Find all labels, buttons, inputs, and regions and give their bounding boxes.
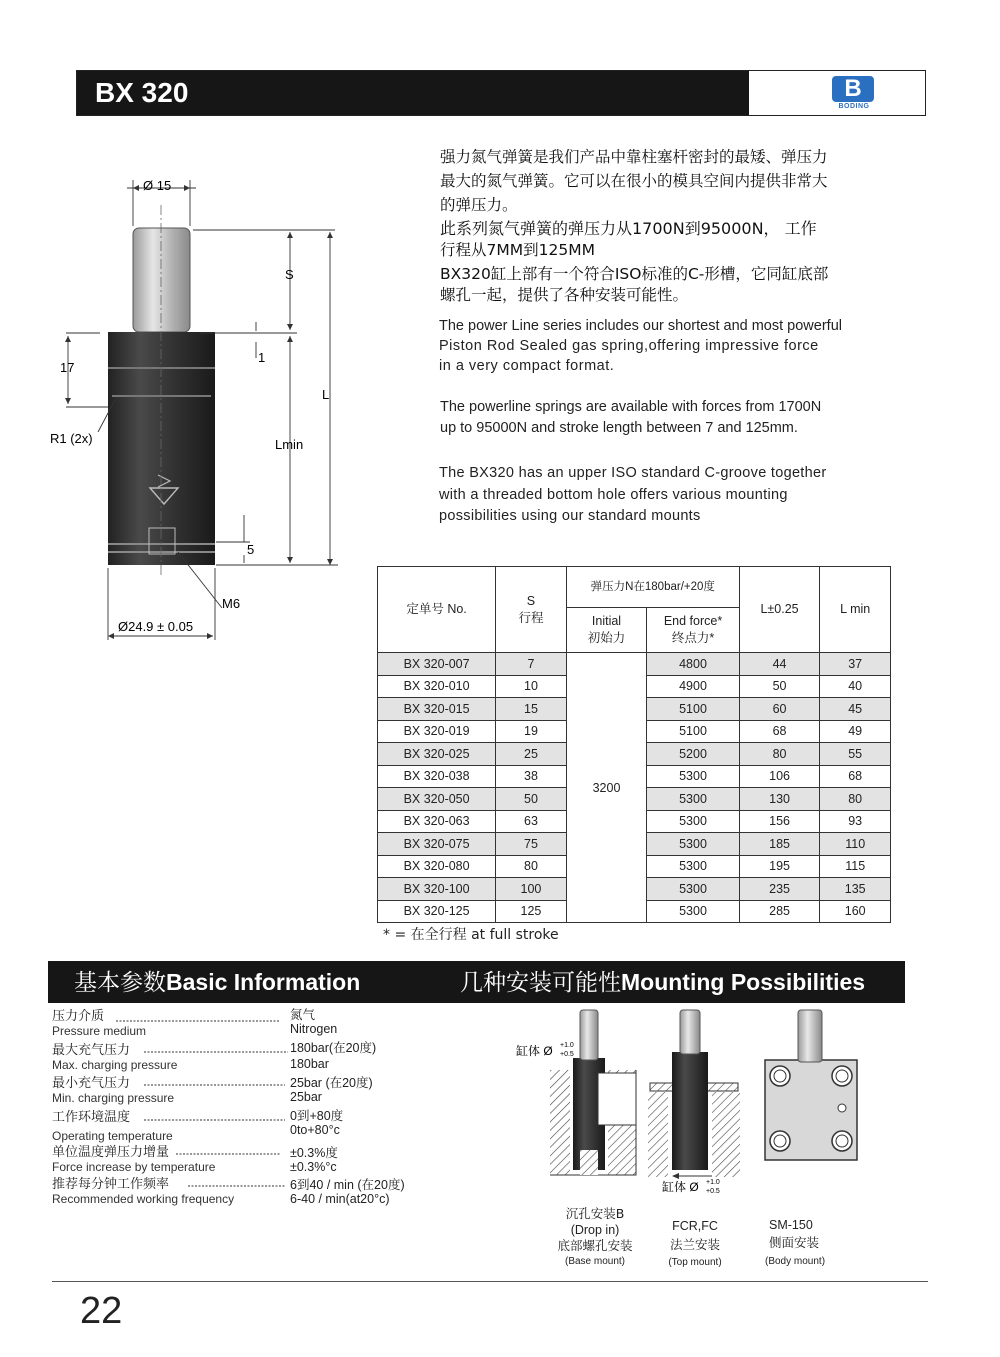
th-initial-1: Initial <box>591 614 622 628</box>
cell-no: BX 320-007 <box>378 653 496 676</box>
cell-l: 106 <box>739 765 820 788</box>
desc-en-line: up to 95000N and stroke length between 7 and 125mm. <box>440 420 798 436</box>
logo-mark: B <box>832 76 874 102</box>
th-stroke-1: S <box>526 593 536 608</box>
th-l: L±0.25 <box>739 567 820 653</box>
cell-s: 80 <box>496 855 567 878</box>
description-en-3 <box>439 463 899 528</box>
param-v2: 6-40 / min(at20°c) <box>290 1192 390 1206</box>
cell-end: 5300 <box>647 810 739 833</box>
mounting-band <box>443 961 905 1003</box>
mounting-title-zh: 几种安装可能性 <box>460 970 621 996</box>
cell-no: BX 320-015 <box>378 698 496 721</box>
th-initial <box>566 608 647 653</box>
caption-line: FCR,FC <box>672 1219 718 1233</box>
param-zh: 推荐每分钟工作频率 <box>52 1177 170 1192</box>
cell-lmin: 68 <box>820 765 891 788</box>
bore-label: 缸体 Ø <box>516 1044 553 1058</box>
desc-zh-line: 此系列氮气弹簧的弹压力从1700N到95000N， 工作 <box>440 219 817 238</box>
caption-body <box>755 1217 835 1270</box>
cell-no: BX 320-050 <box>378 788 496 811</box>
page-header <box>76 70 926 116</box>
th-stroke-2: 行程 <box>518 610 544 625</box>
caption-line: (Drop in) <box>570 1223 620 1237</box>
cell-end: 5300 <box>647 833 739 856</box>
mounting-title-en: Mounting Possibilities <box>621 969 866 995</box>
caption-line: (Base mount) <box>564 1256 626 1267</box>
cell-no: BX 320-038 <box>378 765 496 788</box>
cell-l: 60 <box>739 698 820 721</box>
param-en: Max. charging pressure <box>52 1058 178 1072</box>
param-zh: 单位温度弹压力增量 <box>52 1145 170 1160</box>
param-en: Recommended working frequency <box>52 1192 235 1206</box>
cell-lmin: 49 <box>820 720 891 743</box>
cell-end: 5300 <box>647 878 739 901</box>
caption-line: SM-150 <box>769 1218 813 1232</box>
footer-rule <box>52 1281 928 1282</box>
cell-s: 38 <box>496 765 567 788</box>
cell-l: 44 <box>739 653 820 676</box>
param-en: Operating temperature <box>52 1129 173 1143</box>
cell-end: 5300 <box>647 765 739 788</box>
cell-s: 50 <box>496 788 567 811</box>
cell-no: BX 320-010 <box>378 675 496 698</box>
th-end-2: 终点力* <box>671 631 715 645</box>
param-zh: 压力介质 <box>52 1009 105 1024</box>
desc-en-line: The powerline springs are available with forces from 1700N <box>440 399 822 415</box>
caption-line: (Body mount) <box>765 1256 826 1267</box>
param-en: Pressure medium <box>52 1024 147 1038</box>
dim-5: 5 <box>247 542 255 557</box>
caption-line: 侧面安装 <box>769 1235 820 1250</box>
param-v1: 6到40 / min (在20度) <box>290 1178 405 1192</box>
cell-lmin: 110 <box>820 833 891 856</box>
cell-s: 63 <box>496 810 567 833</box>
caption-line: 沉孔安装B <box>565 1206 625 1221</box>
cell-l: 285 <box>739 900 820 923</box>
cell-end: 5100 <box>647 720 739 743</box>
desc-en-line: The power Line series includes our shortest and most powerful <box>439 318 842 334</box>
mounting-illustrations <box>500 1005 870 1200</box>
drop-in-mount-icon <box>550 1010 636 1175</box>
desc-zh-line: BX320缸上部有一个符合ISO标准的C-形槽，它同缸底部 <box>440 265 829 283</box>
desc-zh-line: 最大的氮气弹簧。它可以在很小的模具空间内提供非常大 <box>440 172 828 190</box>
caption-line: (Top mount) <box>668 1257 722 1268</box>
param-zh: 工作环境温度 <box>52 1110 131 1125</box>
cell-no: BX 320-080 <box>378 855 496 878</box>
desc-en-line: in a very compact format. <box>439 358 615 374</box>
brand-logo <box>832 76 887 112</box>
cell-end: 5300 <box>647 788 739 811</box>
param-v1: 25bar (在20度) <box>290 1076 373 1090</box>
cell-end: 4800 <box>647 653 739 676</box>
cell-lmin: 37 <box>820 653 891 676</box>
param-value <box>290 1076 373 1104</box>
bore-tol-top: +1.0 <box>560 1042 574 1049</box>
cell-s: 19 <box>496 720 567 743</box>
bore-tol-bot: +0.5 <box>706 1188 720 1195</box>
bore-tol-bot: +0.5 <box>560 1051 574 1058</box>
technical-drawing <box>40 170 370 650</box>
desc-en-line: Piston Rod Sealed gas spring,offering impressive force <box>439 338 819 354</box>
param-v1: 0到+80度 <box>290 1109 344 1123</box>
cell-l: 235 <box>739 878 820 901</box>
cell-no: BX 320-025 <box>378 743 496 766</box>
cell-s: 100 <box>496 878 567 901</box>
page-title: BX 320 <box>95 77 189 108</box>
spec-table <box>377 566 891 923</box>
dim-r1: R1 (2x) <box>50 431 93 446</box>
param-v1: 180bar(在20度) <box>290 1041 377 1055</box>
param-value <box>290 1109 343 1137</box>
dim-17: 17 <box>60 360 75 375</box>
cell-l: 195 <box>739 855 820 878</box>
desc-en-line: possibilities using our standard mounts <box>439 508 701 524</box>
cell-lmin: 160 <box>820 900 891 923</box>
cell-l: 80 <box>739 743 820 766</box>
basic-title-zh: 基本参数 <box>74 970 166 996</box>
desc-zh-line: 行程从7MM到125MM <box>440 241 595 259</box>
cell-initial: 3200 <box>566 653 647 923</box>
cell-end: 4900 <box>647 675 739 698</box>
param-en: Force increase by temperature <box>52 1160 216 1174</box>
cell-s: 25 <box>496 743 567 766</box>
param-v2: ±0.3%°c <box>290 1160 337 1174</box>
param-zh: 最小充气压力 <box>52 1076 131 1091</box>
cell-end: 5100 <box>647 698 739 721</box>
bore-tol-top: +1.0 <box>706 1179 720 1186</box>
cell-l: 185 <box>739 833 820 856</box>
dim-1: 1 <box>258 350 266 365</box>
cell-l: 50 <box>739 675 820 698</box>
description-en-1 <box>439 316 899 376</box>
cell-no: BX 320-063 <box>378 810 496 833</box>
body-mount-icon <box>765 1010 857 1160</box>
cell-l: 68 <box>739 720 820 743</box>
cell-s: 125 <box>496 900 567 923</box>
cell-lmin: 80 <box>820 788 891 811</box>
desc-zh-line: 的弹压力。 <box>440 196 518 214</box>
table-row <box>378 653 891 676</box>
dim-dia-body: Ø24.9 ± 0.05 <box>118 619 194 634</box>
caption-line: 底部螺孔安装 <box>557 1238 633 1253</box>
cell-end: 5200 <box>647 743 739 766</box>
flange-mount-icon <box>648 1010 740 1179</box>
cell-lmin: 93 <box>820 810 891 833</box>
param-en: Min. charging pressure <box>52 1091 175 1105</box>
cell-lmin: 115 <box>820 855 891 878</box>
param-v1: ±0.3%度 <box>290 1146 338 1160</box>
caption-line: 法兰安装 <box>669 1237 720 1252</box>
caption-drop-in <box>540 1206 650 1270</box>
cell-lmin: 55 <box>820 743 891 766</box>
cell-lmin: 40 <box>820 675 891 698</box>
param-zh: 最大充气压力 <box>52 1043 131 1058</box>
param-v1: 氮气 <box>290 1008 316 1022</box>
cell-no: BX 320-100 <box>378 878 496 901</box>
th-initial-2: 初始力 <box>587 631 626 645</box>
param-v2: 25bar <box>290 1090 322 1104</box>
bore-label: 缸体 Ø <box>662 1180 699 1194</box>
caption-flange <box>645 1218 745 1271</box>
dim-s: S <box>285 267 294 282</box>
description-en-2 <box>440 397 900 439</box>
cell-s: 15 <box>496 698 567 721</box>
param-v2: 180bar <box>290 1057 329 1071</box>
basic-title-en: Basic Information <box>166 969 361 995</box>
param-leaders <box>100 1010 290 1190</box>
dim-m6: M6 <box>222 596 241 611</box>
cell-s: 10 <box>496 675 567 698</box>
cell-end: 5300 <box>647 855 739 878</box>
dim-l: L <box>322 387 330 402</box>
table-footnote: * = 在全行程 at full stroke <box>383 927 559 943</box>
basic-info-band <box>48 961 443 1003</box>
logo-text: BODING <box>838 103 870 110</box>
description-zh <box>440 145 910 305</box>
th-lmin: L min <box>820 567 891 653</box>
param-value <box>290 1178 405 1206</box>
cell-end: 5300 <box>647 900 739 923</box>
th-no: 定单号 No. <box>378 567 496 653</box>
th-stroke <box>496 567 567 653</box>
cell-s: 75 <box>496 833 567 856</box>
param-v2: 0to+80°c <box>290 1123 340 1137</box>
dim-dia-top: Ø 15 <box>143 178 172 193</box>
th-end-1: End force* <box>663 614 723 628</box>
th-end <box>647 608 739 653</box>
cell-l: 156 <box>739 810 820 833</box>
desc-en-line: with a threaded bottom hole offers various mounting <box>439 486 788 503</box>
desc-zh-line: 螺孔一起，提供了各种安装可能性。 <box>440 286 689 304</box>
dim-lmin: Lmin <box>275 437 304 452</box>
cell-no: BX 320-125 <box>378 900 496 923</box>
param-value <box>290 1041 376 1071</box>
cell-lmin: 45 <box>820 698 891 721</box>
page-number: 22 <box>80 1290 123 1332</box>
cell-no: BX 320-075 <box>378 833 496 856</box>
cell-no: BX 320-019 <box>378 720 496 743</box>
param-value <box>290 1008 337 1036</box>
param-v2: Nitrogen <box>290 1022 338 1036</box>
cell-l: 130 <box>739 788 820 811</box>
th-force: 弹压力N在180bar/+20度 <box>566 567 739 608</box>
desc-zh-line: 强力氮气弹簧是我们产品中靠柱塞杆密封的最矮、弹压力 <box>440 148 828 166</box>
param-value <box>290 1146 338 1174</box>
desc-en-line: The BX320 has an upper ISO standard C-groove together <box>439 465 827 481</box>
cell-lmin: 135 <box>820 878 891 901</box>
cell-s: 7 <box>496 653 567 676</box>
